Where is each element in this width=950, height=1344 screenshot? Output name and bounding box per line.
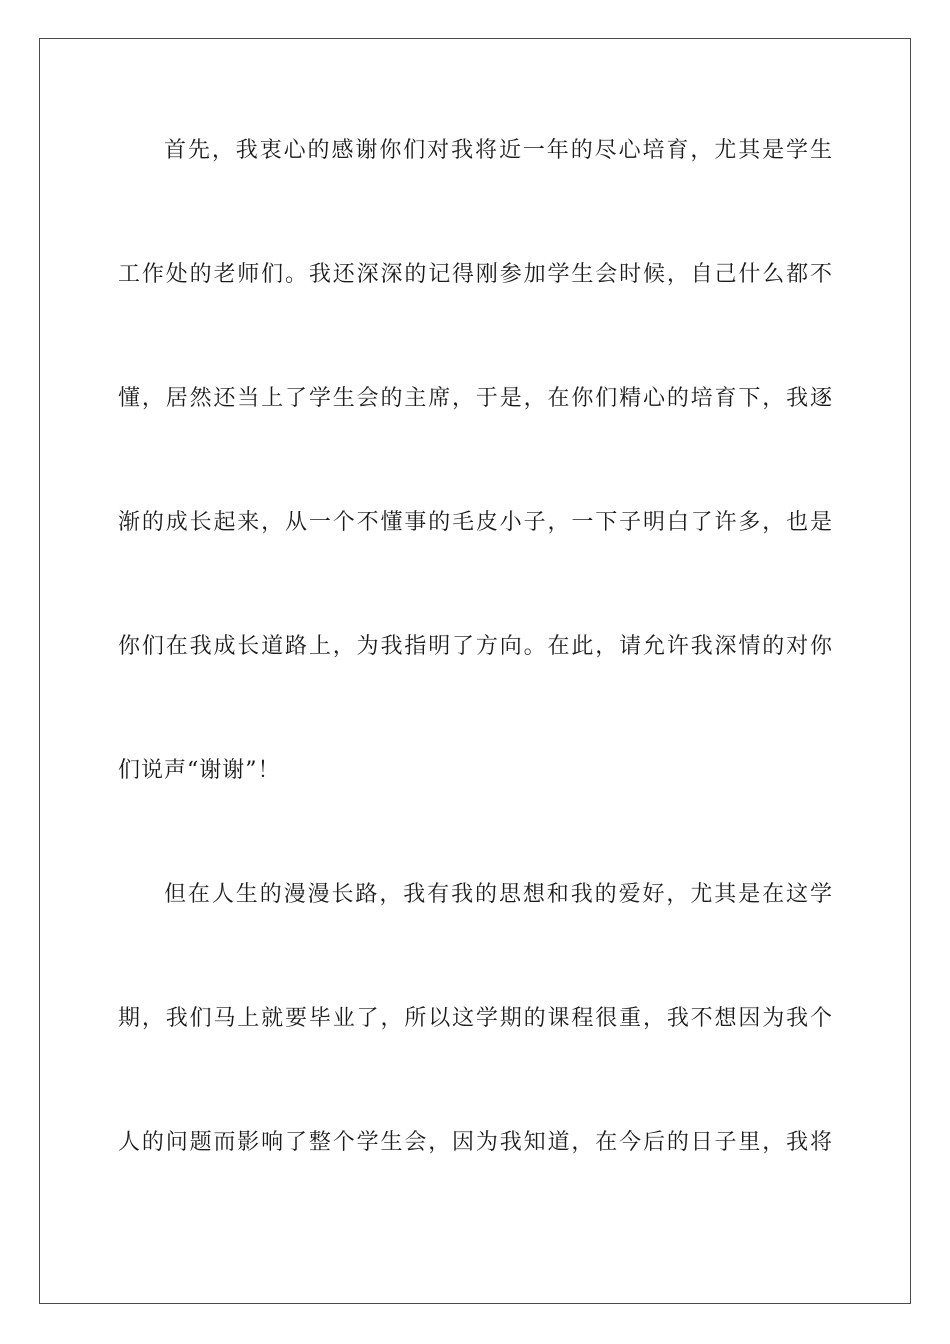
paragraph-2-line-1: 但在人生的漫漫长路，我有我的思想和我的爱好，尤其是在这学 xyxy=(164,882,832,907)
paragraph-1-line-6: 们说声“谢谢”！ xyxy=(118,758,281,783)
paragraph-1-line-4: 渐的成长起来，从一个不懂事的毛皮小子，一下子明白了许多，也是 xyxy=(118,510,832,535)
page-border xyxy=(39,38,911,1304)
paragraph-2-line-2: 期，我们马上就要毕业了，所以这学期的课程很重，我不想因为我个 xyxy=(118,1006,832,1031)
paragraph-1-line-1: 首先，我衷心的感谢你们对我将近一年的尽心培育，尤其是学生 xyxy=(164,138,832,163)
paragraph-2-line-3: 人的问题而影响了整个学生会，因为我知道，在今后的日子里，我将 xyxy=(118,1130,832,1155)
paragraph-1-line-3: 懂，居然还当上了学生会的主席，于是，在你们精心的培育下，我逐 xyxy=(118,386,832,411)
paragraph-1-line-2: 工作处的老师们。我还深深的记得刚参加学生会时候，自己什么都不 xyxy=(118,262,832,287)
paragraph-1-line-5: 你们在我成长道路上，为我指明了方向。在此，请允许我深情的对你 xyxy=(118,634,832,659)
